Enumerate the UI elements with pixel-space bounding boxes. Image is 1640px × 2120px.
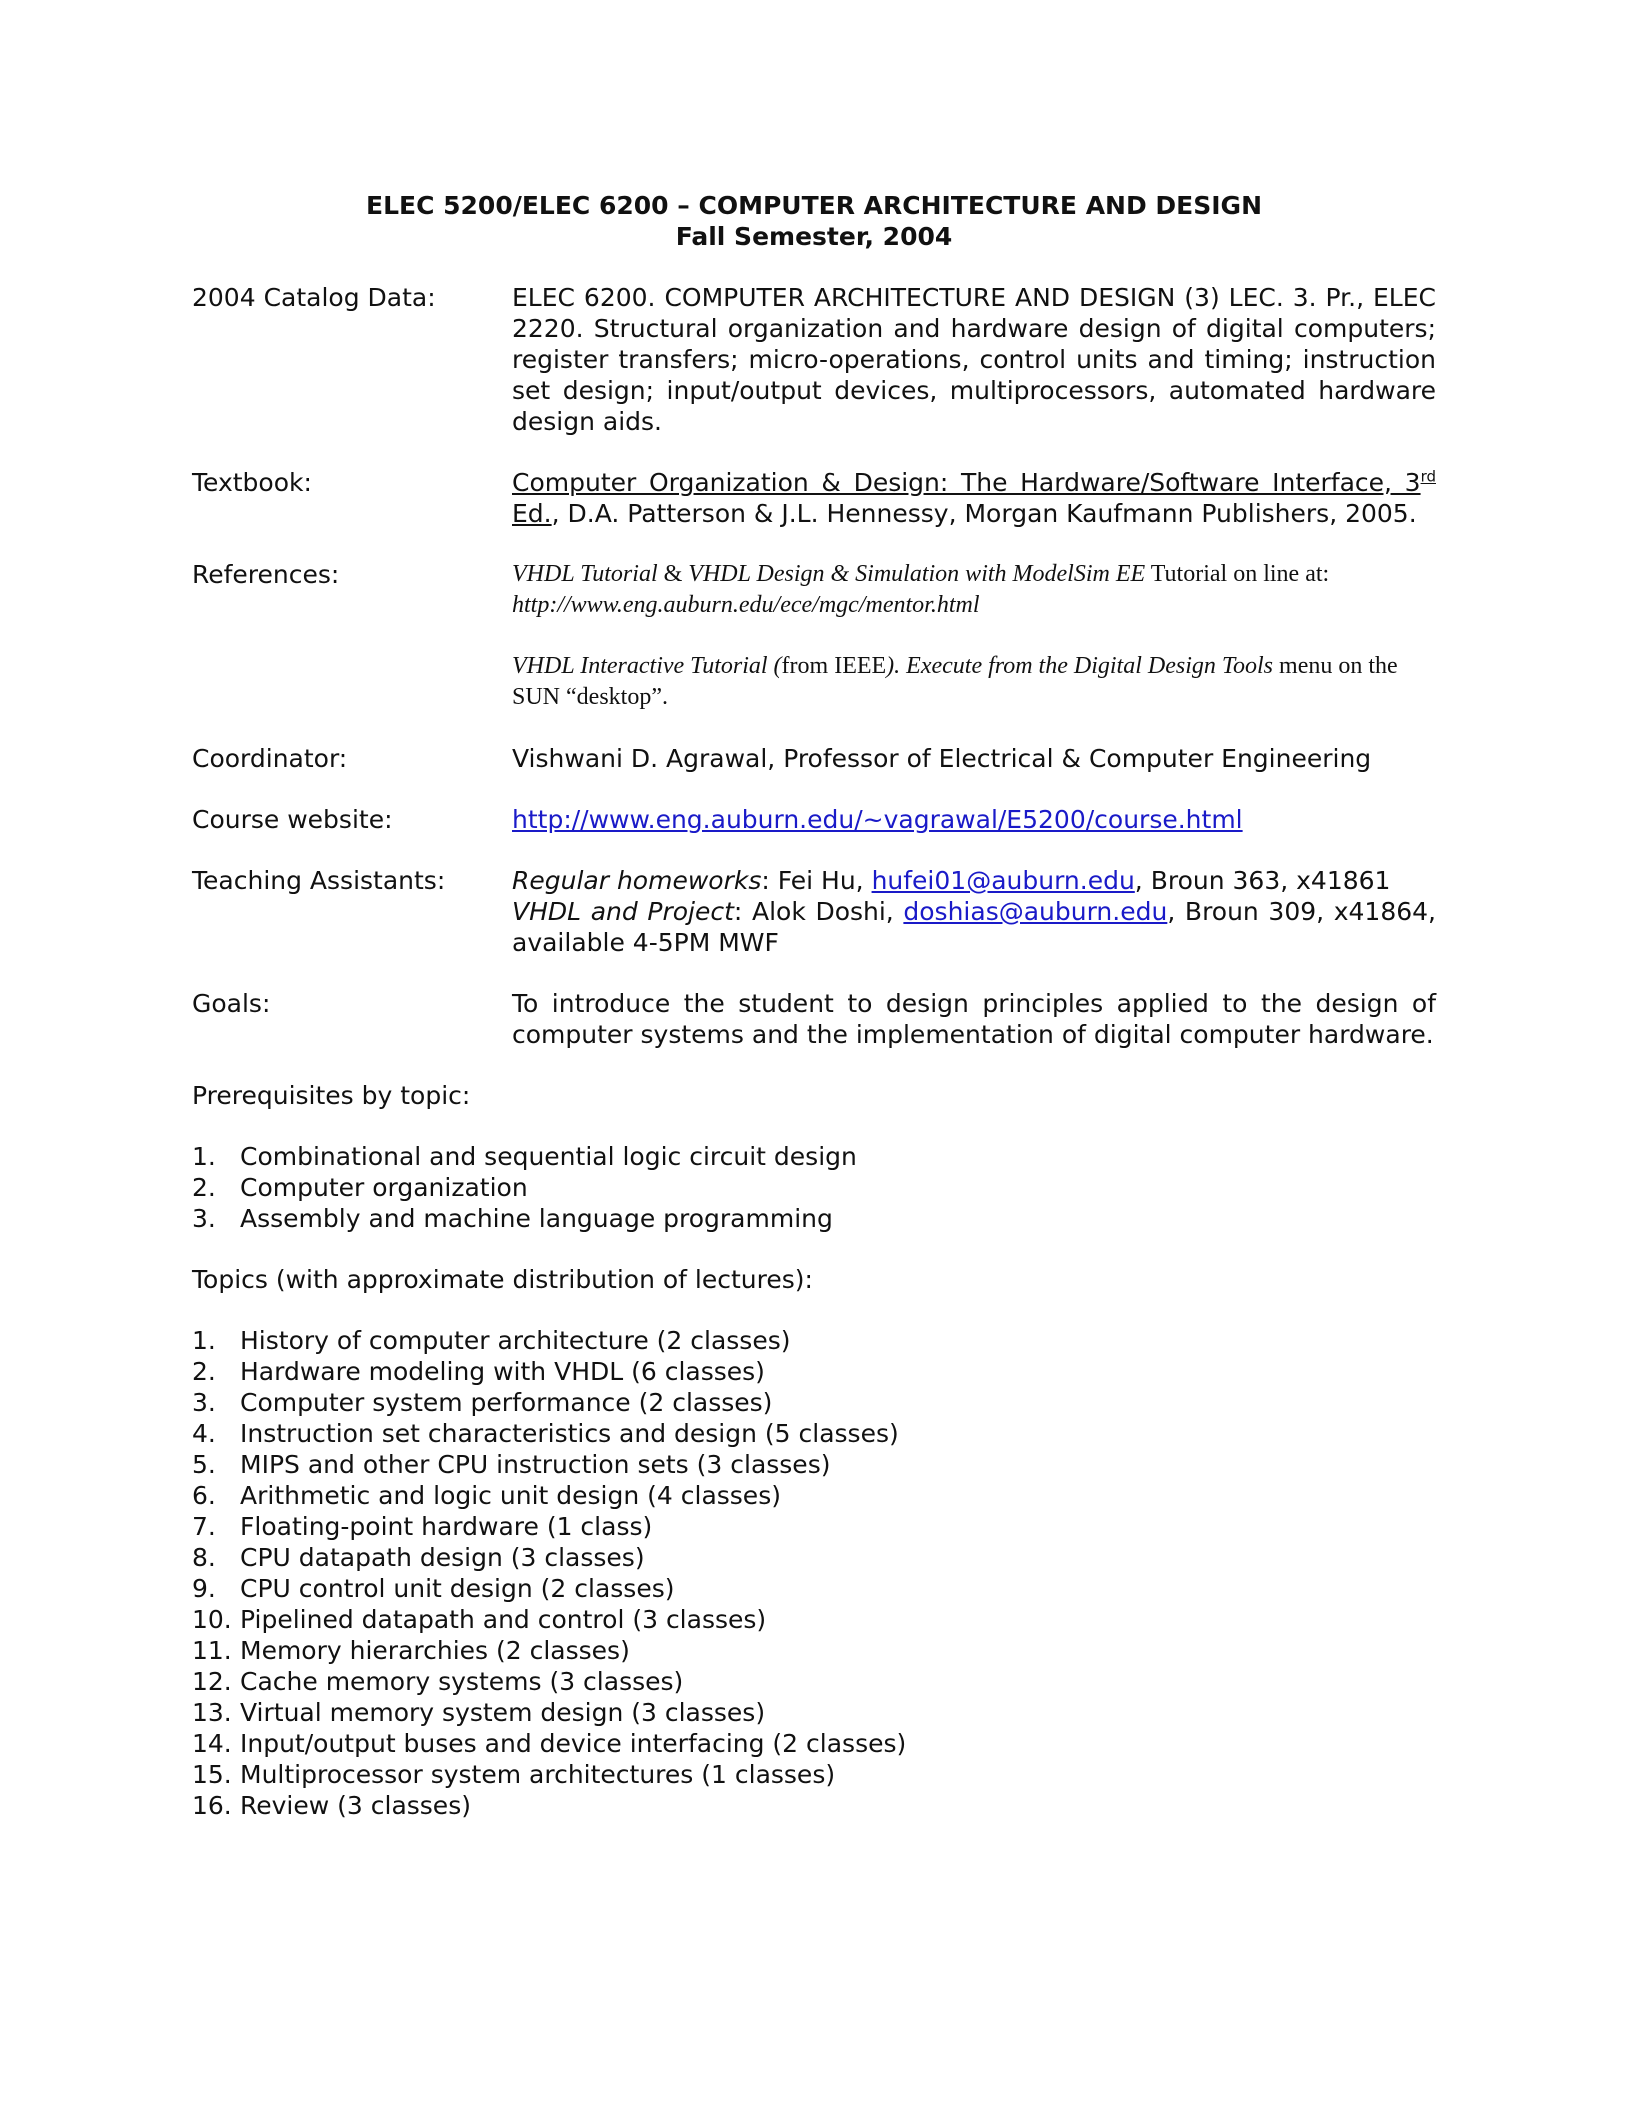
- references-label: References:: [192, 560, 340, 589]
- item-text: Instruction set characteristics and design (5 classes): [240, 1419, 899, 1448]
- website-label: Course website:: [192, 805, 393, 834]
- catalog-text: ELEC 6200. COMPUTER ARCHITECTURE AND DESIGN (3) LEC. 3. Pr., ELEC 2220. Structural organization and hardware design of digital computers; register transfers; micro-operations, control units and timing; instruction set design; input/output devices, multiprocessors, automated hardware design aids.: [512, 283, 1436, 436]
- ta2-office: , Broun 309, x41864, available 4-5PM MWF: [512, 897, 1436, 957]
- ta1-email-link[interactable]: hufei01@auburn.edu: [871, 866, 1135, 895]
- item-number: 14.: [192, 1729, 232, 1758]
- item-text: MIPS and other CPU instruction sets (3 classes): [240, 1450, 831, 1479]
- item-number: 8.: [192, 1543, 216, 1572]
- item-text: CPU control unit design (2 classes): [240, 1574, 675, 1603]
- item-number: 12.: [192, 1667, 232, 1696]
- item-number: 10.: [192, 1605, 232, 1634]
- tas-row: [192, 865, 1436, 958]
- reference-2: [512, 651, 1436, 713]
- item-number: 9.: [192, 1574, 216, 1603]
- ta2-email-link[interactable]: doshias@auburn.edu: [903, 897, 1168, 926]
- course-website-link[interactable]: http://www.eng.auburn.edu/~vagrawal/E5200/course.html: [512, 805, 1243, 834]
- list-item: [192, 1666, 1436, 1697]
- reference-1: [512, 559, 1436, 621]
- item-number: 5.: [192, 1450, 216, 1479]
- ref1-online: Tutorial on line at:: [1145, 561, 1330, 587]
- coordinator-row: [192, 743, 1436, 774]
- list-item: [192, 1728, 1436, 1759]
- catalog-label: 2004 Catalog Data:: [192, 283, 436, 312]
- list-item: [192, 1635, 1436, 1666]
- item-text: History of computer architecture (2 classes): [240, 1326, 791, 1355]
- ref1-url[interactable]: http://www.eng.auburn.edu/ece/mgc/mentor.html: [512, 592, 980, 618]
- item-text: Cache memory systems (3 classes): [240, 1667, 684, 1696]
- item-text: Computer organization: [240, 1173, 528, 1202]
- ta1-role: Regular homeworks: [512, 866, 762, 895]
- ref2-execute: ). Execute from the: [886, 653, 1074, 679]
- item-text: Multiprocessor system architectures (1 classes): [240, 1760, 836, 1789]
- item-text: Computer system performance (2 classes): [240, 1388, 773, 1417]
- item-text: CPU datapath design (3 classes): [240, 1543, 645, 1572]
- list-item: [192, 1759, 1436, 1790]
- textbook-label: Textbook:: [192, 468, 312, 497]
- textbook-row: [192, 467, 1436, 529]
- prereq-list: [192, 1141, 1436, 1234]
- item-number: 15.: [192, 1760, 232, 1789]
- item-number: 7.: [192, 1512, 216, 1541]
- ref1-title-a: VHDL Tutorial: [512, 561, 658, 587]
- list-item: [192, 1542, 1436, 1573]
- ta1-name: : Fei Hu,: [761, 866, 872, 895]
- item-number: 13.: [192, 1698, 232, 1727]
- item-number: 1.: [192, 1142, 216, 1171]
- list-item: [192, 1573, 1436, 1604]
- coordinator-text: Vishwani D. Agrawal, Professor of Electrical & Computer Engineering: [512, 744, 1372, 773]
- item-text: Virtual memory system design (3 classes): [240, 1698, 766, 1727]
- item-number: 3.: [192, 1388, 216, 1417]
- list-item: [192, 1356, 1436, 1387]
- list-item: [192, 1418, 1436, 1449]
- ref1-title-b: VHDL Design & Simulation with ModelSim EE: [688, 561, 1146, 587]
- tas-label: Teaching Assistants:: [192, 866, 446, 895]
- textbook-title: Computer Organization & Design: The Hardware/Software Interface, 3: [512, 468, 1421, 497]
- goals-label: Goals:: [192, 989, 271, 1018]
- ref2-desktop: menu on the SUN “desktop”.: [512, 653, 1398, 710]
- list-item: [192, 1449, 1436, 1480]
- website-row: [192, 804, 1436, 835]
- ta2-role: VHDL and Project: [512, 897, 734, 926]
- ref1-amp: &: [657, 561, 689, 587]
- ref2-menu: Digital Design Tools: [1073, 653, 1274, 679]
- list-item: [192, 1387, 1436, 1418]
- list-item: [192, 1480, 1436, 1511]
- ref2-source: from IEEE: [781, 653, 887, 679]
- item-text: Hardware modeling with VHDL (6 classes): [240, 1357, 765, 1386]
- item-number: 6.: [192, 1481, 216, 1510]
- item-number: 4.: [192, 1419, 216, 1448]
- ta1-office: , Broun 363, x41861: [1134, 866, 1391, 895]
- item-number: 1.: [192, 1326, 216, 1355]
- item-text: Arithmetic and logic unit design (4 classes): [240, 1481, 781, 1510]
- item-text: Floating-point hardware (1 class): [240, 1512, 653, 1541]
- item-number: 16.: [192, 1791, 232, 1820]
- catalog-row: [192, 282, 1436, 437]
- item-text: Review (3 classes): [240, 1791, 471, 1820]
- item-text: Assembly and machine language programming: [240, 1204, 833, 1233]
- course-title: ELEC 5200/ELEC 6200 – COMPUTER ARCHITECTURE AND DESIGN: [366, 191, 1262, 220]
- document-page: [192, 190, 1436, 1821]
- item-text: Input/output buses and device interfacing (2 classes): [240, 1729, 907, 1758]
- textbook-text: [512, 467, 1436, 529]
- goals-text: To introduce the student to design principles applied to the design of computer systems and the implementation of digital computer hardware.: [512, 989, 1436, 1049]
- ref2-title: VHDL Interactive Tutorial (: [512, 653, 782, 679]
- textbook-edition-sup: rd: [1420, 467, 1436, 486]
- prereq-heading: Prerequisites by topic:: [192, 1081, 471, 1110]
- list-item: [192, 1203, 1436, 1234]
- list-item: [192, 1325, 1436, 1356]
- list-item: [192, 1511, 1436, 1542]
- item-number: 11.: [192, 1636, 232, 1665]
- list-item: [192, 1790, 1436, 1821]
- references-row: [192, 559, 1436, 713]
- item-text: Memory hierarchies (2 classes): [240, 1636, 630, 1665]
- ta2-name: : Alok Doshi,: [733, 897, 904, 926]
- list-item: [192, 1141, 1436, 1172]
- goals-row: [192, 988, 1436, 1050]
- coordinator-label: Coordinator:: [192, 744, 348, 773]
- item-number: 2.: [192, 1357, 216, 1386]
- item-number: 3.: [192, 1204, 216, 1233]
- item-text: Pipelined datapath and control (3 classes): [240, 1605, 767, 1634]
- tas-text: [512, 865, 1436, 958]
- textbook-edition: Ed.: [512, 499, 552, 528]
- textbook-authors: , D.A. Patterson & J.L. Hennessy, Morgan Kaufmann Publishers, 2005.: [551, 499, 1417, 528]
- list-item: [192, 1697, 1436, 1728]
- item-number: 2.: [192, 1173, 216, 1202]
- list-item: [192, 1172, 1436, 1203]
- item-text: Combinational and sequential logic circuit design: [240, 1142, 857, 1171]
- semester-title: Fall Semester, 2004: [675, 222, 953, 251]
- topics-list: [192, 1325, 1436, 1821]
- topics-heading: Topics (with approximate distribution of lectures):: [192, 1265, 813, 1294]
- list-item: [192, 1604, 1436, 1635]
